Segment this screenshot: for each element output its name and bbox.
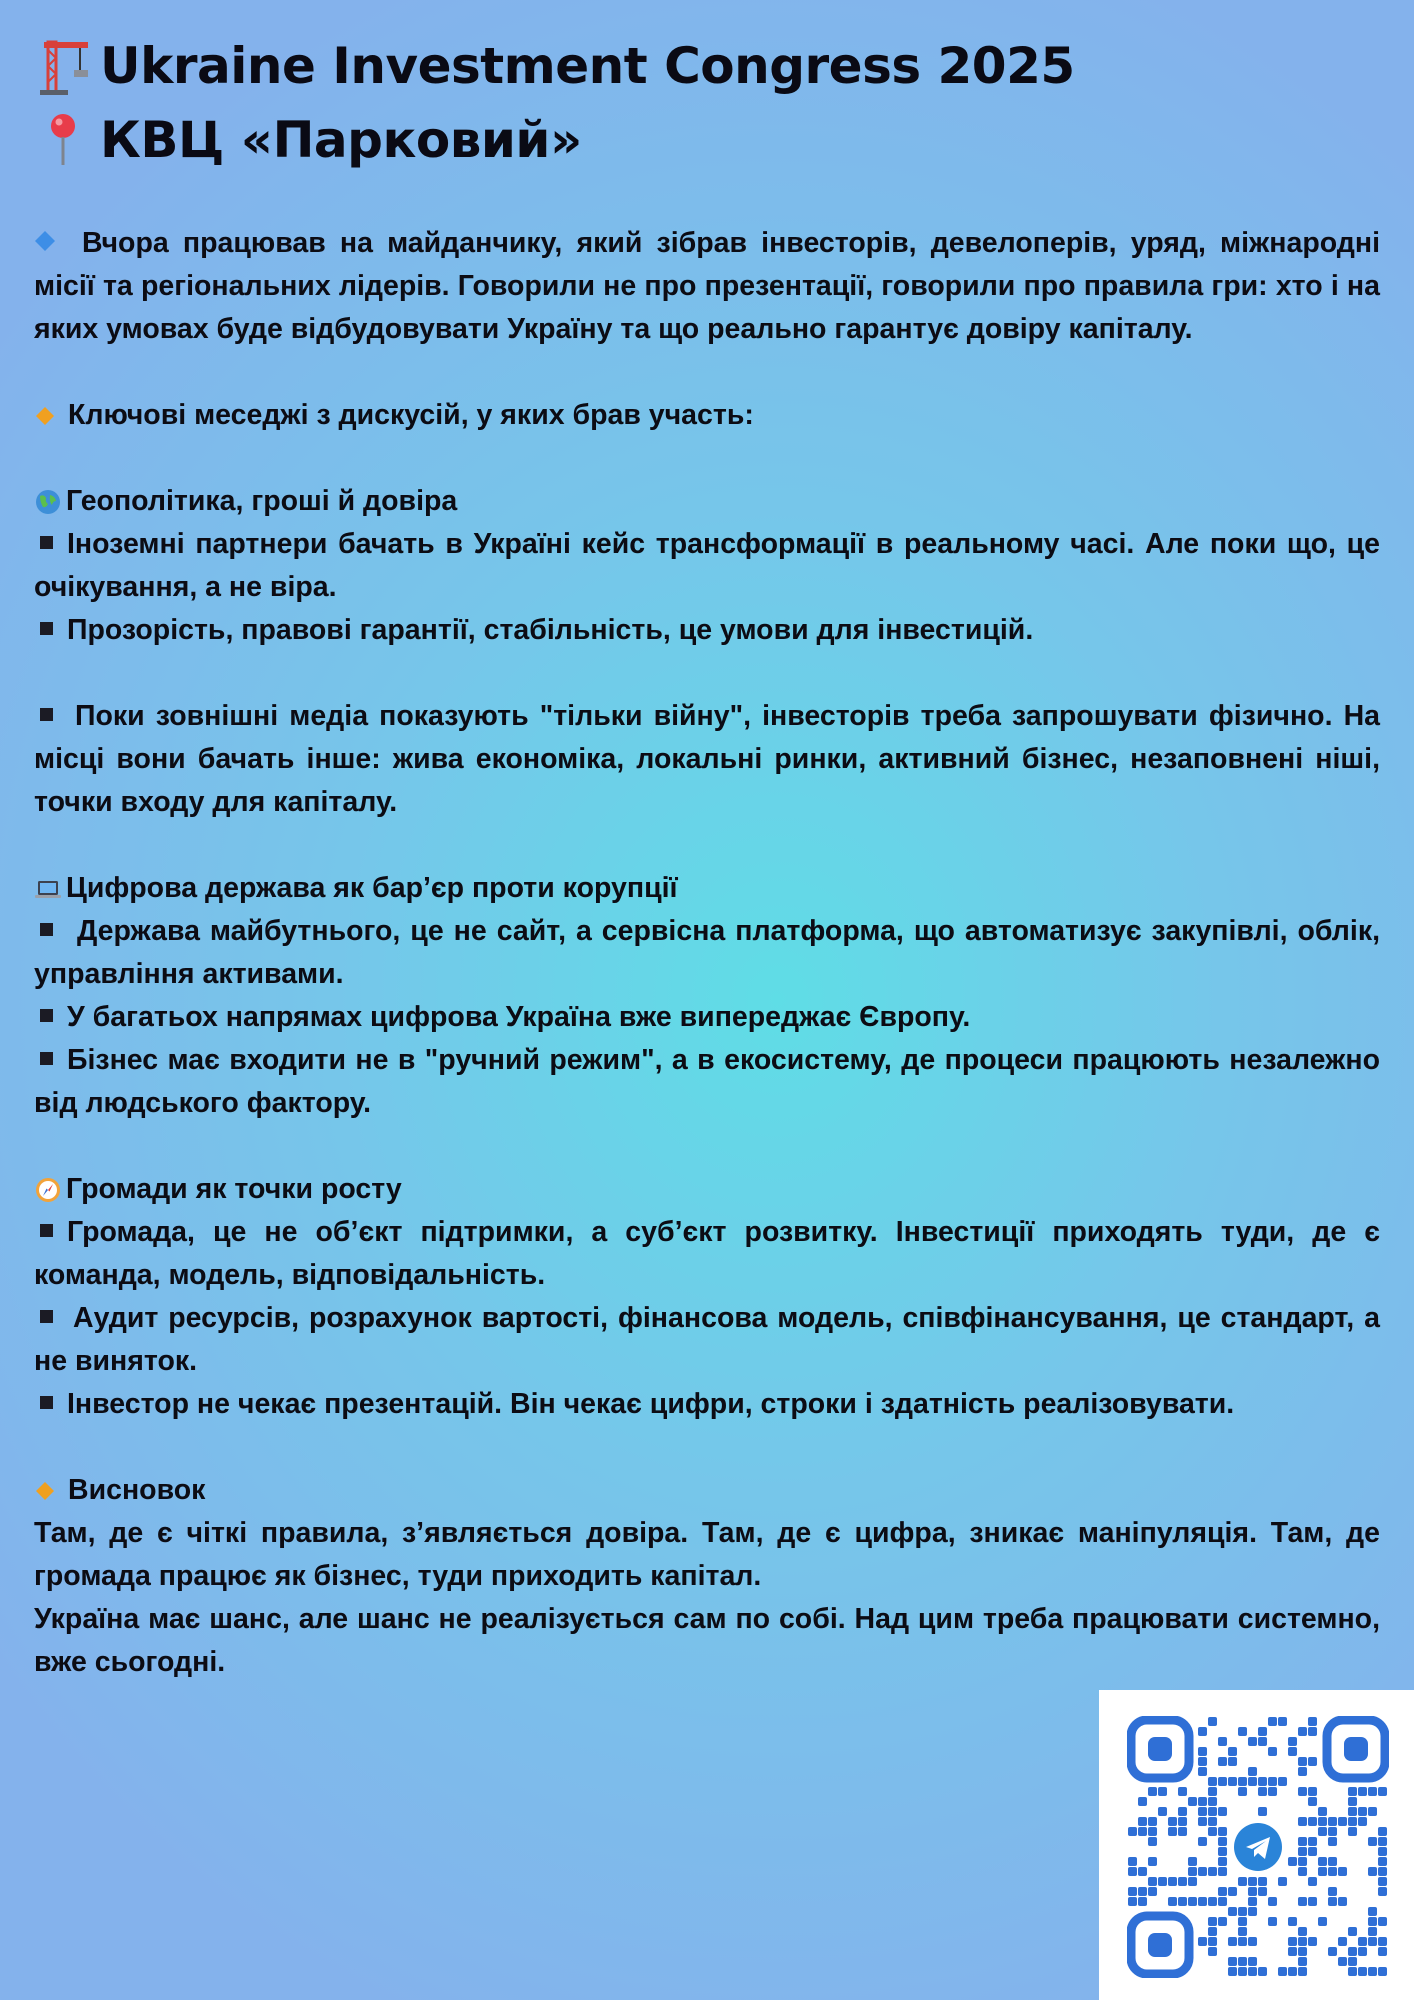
qr-module <box>1228 1967 1237 1976</box>
qr-module <box>1378 1967 1387 1976</box>
qr-module <box>1278 1777 1287 1786</box>
bullet-item: Інвестор не чекає презентацій. Він чекає цифри, строки і здатність реалізовувати. <box>34 1383 1380 1426</box>
qr-module <box>1258 1887 1267 1896</box>
qr-module <box>1288 1967 1297 1976</box>
post-body <box>34 222 1380 1684</box>
conclusion-title: Висновок <box>68 1474 206 1506</box>
qr-module <box>1148 1827 1157 1836</box>
qr-module <box>1158 1787 1167 1796</box>
qr-module <box>1268 1897 1277 1906</box>
qr-module <box>1328 1827 1337 1836</box>
qr-module <box>1138 1887 1147 1896</box>
qr-module <box>1228 1907 1237 1916</box>
qr-module <box>1128 1857 1137 1866</box>
qr-module <box>1208 1717 1217 1726</box>
qr-module <box>1218 1837 1227 1846</box>
qr-module <box>1228 1757 1237 1766</box>
qr-module <box>1248 1937 1257 1946</box>
qr-module <box>1348 1947 1357 1956</box>
section-heading-digital-state <box>34 867 1380 910</box>
bullet-item: Держава майбутнього, це не сайт, а сервісна платформа, що автоматизує закупівлі, облік, управління активами. <box>34 915 1380 990</box>
qr-module <box>1288 1917 1297 1926</box>
qr-module <box>1208 1947 1217 1956</box>
qr-module <box>1328 1897 1337 1906</box>
qr-module <box>1238 1927 1247 1936</box>
qr-module <box>1208 1777 1217 1786</box>
qr-module <box>1378 1937 1387 1946</box>
qr-module <box>1328 1867 1337 1876</box>
qr-code-graphic <box>1127 1716 1389 1978</box>
qr-module <box>1128 1887 1137 1896</box>
qr-module <box>1338 1937 1347 1946</box>
qr-module <box>1248 1777 1257 1786</box>
qr-module <box>1358 1807 1367 1816</box>
qr-module <box>1348 1787 1357 1796</box>
qr-module <box>1298 1787 1307 1796</box>
globe-icon <box>34 488 62 516</box>
qr-module <box>1258 1777 1267 1786</box>
square-bullet-icon <box>40 536 53 549</box>
qr-module <box>1128 1867 1137 1876</box>
qr-module <box>1138 1827 1147 1836</box>
qr-module <box>1308 1757 1317 1766</box>
qr-module <box>1218 1737 1227 1746</box>
qr-module <box>1148 1857 1157 1866</box>
qr-module <box>1228 1777 1237 1786</box>
qr-module <box>1378 1947 1387 1956</box>
bullet-item: Аудит ресурсів, розрахунок вартості, фінансова модель, співфінансування, це стандарт, а не виняток. <box>34 1302 1380 1377</box>
qr-module <box>1348 1967 1357 1976</box>
qr-module <box>1318 1807 1327 1816</box>
qr-module <box>1288 1947 1297 1956</box>
qr-module <box>1198 1797 1207 1806</box>
conclusion-paragraph: Там, де є чіткі правила, з’являється довіра. Там, де є цифра, зникає маніпуляція. Там, де громада працює як бізнес, туди приходить капітал. <box>34 1517 1380 1592</box>
qr-module <box>1378 1887 1387 1896</box>
qr-module <box>1218 1807 1227 1816</box>
qr-module <box>1198 1807 1207 1816</box>
qr-module <box>1358 1937 1367 1946</box>
qr-module <box>1178 1787 1187 1796</box>
qr-module <box>1298 1957 1307 1966</box>
qr-module <box>1228 1747 1237 1756</box>
qr-module <box>1258 1807 1267 1816</box>
square-bullet-icon <box>40 1224 53 1237</box>
qr-module <box>1218 1777 1227 1786</box>
qr-module <box>1378 1857 1387 1866</box>
qr-module <box>1298 1757 1307 1766</box>
compass-icon <box>34 1176 62 1204</box>
qr-module <box>1338 1817 1347 1826</box>
location-pin-icon <box>34 110 92 170</box>
qr-module <box>1218 1897 1227 1906</box>
qr-module <box>1208 1867 1217 1876</box>
qr-module <box>1198 1747 1207 1756</box>
qr-module <box>1248 1887 1257 1896</box>
intro-text: Вчора працював на майданчику, який зібрав інвесторів, девелоперів, уряд, міжнародні місії та регіональних лідерів. Говорили не про презентації, говорили про правила гри: хто і на яких умовах буде відбудовувати Україну та що реально гарантує довіру капіталу. <box>34 227 1380 345</box>
qr-module <box>1258 1727 1267 1736</box>
qr-module <box>1218 1827 1227 1836</box>
qr-module <box>1298 1817 1307 1826</box>
qr-module <box>1308 1937 1317 1946</box>
qr-module <box>1358 1817 1367 1826</box>
qr-module <box>1368 1917 1377 1926</box>
square-bullet-icon <box>40 1009 53 1022</box>
qr-module <box>1218 1847 1227 1856</box>
qr-module <box>1308 1817 1317 1826</box>
qr-module <box>1368 1907 1377 1916</box>
qr-module <box>1198 1937 1207 1946</box>
qr-module <box>1298 1867 1307 1876</box>
square-bullet-icon <box>40 708 53 721</box>
qr-module <box>1198 1757 1207 1766</box>
qr-module <box>1238 1967 1247 1976</box>
qr-module <box>1178 1897 1187 1906</box>
orange-diamond-icon <box>34 405 56 427</box>
qr-module <box>1218 1857 1227 1866</box>
qr-module <box>1378 1787 1387 1796</box>
qr-module <box>1228 1957 1237 1966</box>
intro-paragraph <box>34 222 1380 351</box>
qr-module <box>1198 1897 1207 1906</box>
qr-module <box>1248 1877 1257 1886</box>
qr-module <box>1188 1877 1197 1886</box>
qr-module <box>1278 1717 1287 1726</box>
qr-module <box>1238 1907 1247 1916</box>
title-line-1 <box>34 36 1075 96</box>
venue-title: КВЦ «Парковий» <box>100 111 582 169</box>
qr-module <box>1368 1867 1377 1876</box>
qr-module <box>1188 1897 1197 1906</box>
qr-module <box>1348 1797 1357 1806</box>
qr-module <box>1298 1937 1307 1946</box>
qr-module <box>1298 1897 1307 1906</box>
qr-module <box>1278 1877 1287 1886</box>
qr-module <box>1158 1807 1167 1816</box>
qr-module <box>1368 1927 1377 1936</box>
qr-module <box>1248 1897 1257 1906</box>
qr-module <box>1378 1867 1387 1876</box>
conclusion-heading <box>34 1469 1380 1512</box>
qr-module <box>1148 1887 1157 1896</box>
section-title: Громади як точки росту <box>66 1173 402 1205</box>
qr-module <box>1208 1937 1217 1946</box>
laptop-icon <box>34 875 62 903</box>
qr-module <box>1288 1737 1297 1746</box>
qr-module <box>1248 1907 1257 1916</box>
qr-module <box>1378 1827 1387 1836</box>
qr-module <box>1358 1787 1367 1796</box>
qr-module <box>1198 1867 1207 1876</box>
qr-module <box>1208 1897 1217 1906</box>
qr-module <box>1308 1797 1317 1806</box>
qr-module <box>1238 1957 1247 1966</box>
square-bullet-icon <box>40 1052 53 1065</box>
qr-module <box>1368 1787 1377 1796</box>
qr-module <box>1358 1947 1367 1956</box>
qr-module <box>1338 1957 1347 1966</box>
title-line-2 <box>34 110 582 170</box>
qr-module <box>1328 1837 1337 1846</box>
square-bullet-icon <box>40 1396 53 1409</box>
qr-module <box>1208 1807 1217 1816</box>
qr-module <box>1338 1897 1347 1906</box>
qr-module <box>1138 1897 1147 1906</box>
qr-module <box>1158 1877 1167 1886</box>
qr-module <box>1238 1777 1247 1786</box>
qr-module <box>1268 1717 1277 1726</box>
key-messages-text: Ключові меседжі з дискусій, у яких брав участь: <box>68 399 754 431</box>
qr-module <box>1248 1767 1257 1776</box>
section-title: Геополітика, гроші й довіра <box>66 485 458 517</box>
qr-module <box>1298 1857 1307 1866</box>
qr-module <box>1228 1937 1237 1946</box>
qr-module <box>1178 1817 1187 1826</box>
qr-module <box>1238 1787 1247 1796</box>
qr-module <box>1188 1797 1197 1806</box>
qr-module <box>1288 1747 1297 1756</box>
conclusion-paragraph: Україна має шанс, але шанс не реалізується сам по собі. Над цим треба працювати системно, вже сьогодні. <box>34 1603 1380 1678</box>
qr-module <box>1258 1737 1267 1746</box>
qr-module <box>1258 1877 1267 1886</box>
qr-module <box>1198 1727 1207 1736</box>
section-heading-communities <box>34 1168 1380 1211</box>
qr-module <box>1308 1787 1317 1796</box>
qr-module <box>1318 1817 1327 1826</box>
telegram-qr-code[interactable] <box>1099 1690 1414 2000</box>
qr-module <box>1378 1877 1387 1886</box>
qr-module <box>1148 1877 1157 1886</box>
qr-module <box>1318 1857 1327 1866</box>
qr-module <box>1268 1747 1277 1756</box>
qr-module <box>1298 1927 1307 1936</box>
qr-module <box>1328 1857 1337 1866</box>
key-messages-heading <box>34 394 1380 437</box>
qr-module <box>1208 1927 1217 1936</box>
qr-module <box>1198 1817 1207 1826</box>
qr-module <box>1348 1827 1357 1836</box>
qr-module <box>1168 1897 1177 1906</box>
qr-module <box>1218 1917 1227 1926</box>
qr-module <box>1208 1797 1217 1806</box>
bullet-item: Поки зовнішні медіа показують "тільки війну", інвесторів треба запрошувати фізично. На місці вони бачать інше: жива економіка, локальні ринки, активний бізнес, незаповнені ніші, точки входу для капіталу. <box>34 700 1380 818</box>
qr-module <box>1328 1887 1337 1896</box>
qr-module <box>1318 1867 1327 1876</box>
qr-module <box>1178 1807 1187 1816</box>
qr-module <box>1368 1837 1377 1846</box>
square-bullet-icon <box>40 1310 53 1323</box>
qr-module <box>1138 1867 1147 1876</box>
qr-module <box>1308 1877 1317 1886</box>
qr-module <box>1298 1967 1307 1976</box>
qr-module <box>1208 1917 1217 1926</box>
qr-module <box>1148 1837 1157 1846</box>
qr-module <box>1328 1947 1337 1956</box>
qr-module <box>1298 1847 1307 1856</box>
qr-module <box>1378 1917 1387 1926</box>
section-title: Цифрова держава як бар’єр проти корупції <box>66 872 678 904</box>
qr-module <box>1208 1787 1217 1796</box>
qr-module <box>1178 1827 1187 1836</box>
qr-module <box>1268 1777 1277 1786</box>
qr-module <box>1128 1897 1137 1906</box>
qr-module <box>1258 1787 1267 1796</box>
qr-module <box>1308 1897 1317 1906</box>
qr-module <box>1218 1867 1227 1876</box>
qr-module <box>1148 1787 1157 1796</box>
qr-module <box>1188 1867 1197 1876</box>
qr-module <box>1208 1827 1217 1836</box>
square-bullet-icon <box>40 923 53 936</box>
qr-module <box>1138 1797 1147 1806</box>
orange-diamond-icon <box>34 1480 56 1502</box>
bullet-item: Іноземні партнери бачать в Україні кейс трансформації в реальному часі. Але поки що, це очікування, а не віра. <box>34 528 1380 603</box>
qr-module <box>1298 1727 1307 1736</box>
qr-module <box>1198 1837 1207 1846</box>
qr-module <box>1208 1817 1217 1826</box>
bullet-item: Громада, це не об’єкт підтримки, а суб’єкт розвитку. Інвестиції приходять туди, де є команда, модель, відповідальність. <box>34 1216 1380 1291</box>
qr-module <box>1348 1927 1357 1936</box>
page-title: Ukraine Investment Congress 2025 <box>100 37 1075 95</box>
qr-module <box>1338 1867 1347 1876</box>
qr-module <box>1298 1947 1307 1956</box>
qr-module <box>1308 1727 1317 1736</box>
bullet-item: Прозорість, правові гарантії, стабільність, це умови для інвестицій. <box>34 609 1380 652</box>
qr-module <box>1278 1967 1287 1976</box>
qr-module <box>1128 1827 1137 1836</box>
qr-module <box>1248 1967 1257 1976</box>
qr-module <box>1358 1967 1367 1976</box>
qr-module <box>1168 1827 1177 1836</box>
qr-module <box>1368 1967 1377 1976</box>
qr-module <box>1248 1957 1257 1966</box>
square-bullet-icon <box>40 622 53 635</box>
qr-module <box>1148 1817 1157 1826</box>
construction-crane-icon <box>34 36 92 96</box>
qr-module <box>1378 1847 1387 1856</box>
qr-module <box>1218 1757 1227 1766</box>
qr-module <box>1188 1857 1197 1866</box>
qr-module <box>1348 1817 1357 1826</box>
qr-module <box>1168 1817 1177 1826</box>
qr-module <box>1288 1937 1297 1946</box>
qr-module <box>1328 1817 1337 1826</box>
qr-module <box>1228 1887 1237 1896</box>
blue-diamond-icon <box>34 230 56 252</box>
bullet-item: У багатьох напрямах цифрова Україна вже випереджає Європу. <box>34 996 1380 1039</box>
qr-module <box>1178 1877 1187 1886</box>
qr-module <box>1368 1807 1377 1816</box>
qr-module <box>1168 1877 1177 1886</box>
qr-module <box>1138 1817 1147 1826</box>
qr-module <box>1268 1787 1277 1796</box>
qr-module <box>1298 1837 1307 1846</box>
qr-module <box>1238 1877 1247 1886</box>
qr-module <box>1308 1837 1317 1846</box>
qr-module <box>1238 1917 1247 1926</box>
bullet-item: Бізнес має входити не в "ручний режим", а в екосистему, де процеси працюють незалежно від людського фактору. <box>34 1044 1380 1119</box>
qr-module <box>1258 1967 1267 1976</box>
qr-module <box>1368 1937 1377 1946</box>
section-heading-geopolitics <box>34 480 1380 523</box>
qr-module <box>1198 1767 1207 1776</box>
qr-module <box>1268 1917 1277 1926</box>
qr-module <box>1378 1837 1387 1846</box>
telegram-icon <box>1234 1823 1282 1871</box>
qr-module <box>1348 1807 1357 1816</box>
qr-module <box>1298 1767 1307 1776</box>
qr-module <box>1318 1827 1327 1836</box>
qr-module <box>1288 1857 1297 1866</box>
qr-module <box>1348 1957 1357 1966</box>
qr-module <box>1238 1937 1247 1946</box>
qr-module <box>1248 1737 1257 1746</box>
qr-module <box>1308 1717 1317 1726</box>
qr-module <box>1308 1847 1317 1856</box>
qr-module <box>1318 1917 1327 1926</box>
qr-module <box>1218 1887 1227 1896</box>
qr-module <box>1238 1727 1247 1736</box>
